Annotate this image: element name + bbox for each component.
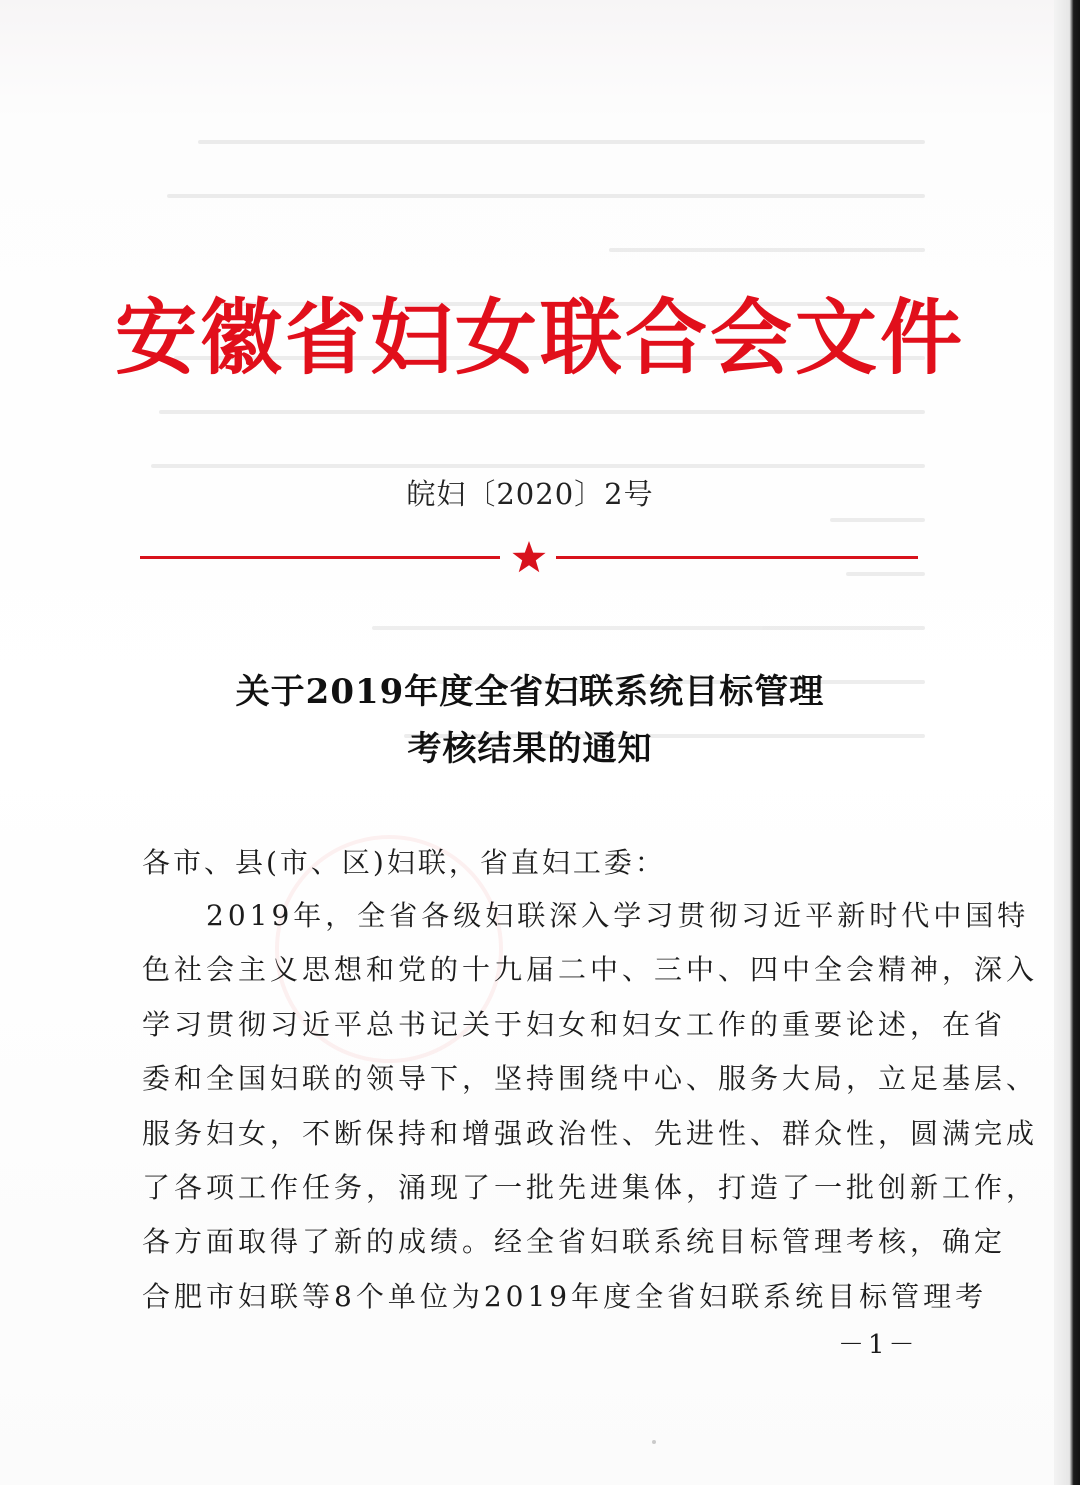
red-separator — [140, 542, 918, 572]
page-number: －1－ — [838, 1330, 919, 1360]
salutation: 各市、县(市、区)妇联，省直妇工委： — [142, 846, 666, 879]
body-line: 了各项工作任务，涌现了一批先进集体，打造了一批创新工作， — [142, 1171, 1039, 1205]
body-line: 服务妇女，不断保持和增强政治性、先进性、群众性，圆满完成 — [142, 1116, 1039, 1150]
notice-title-line-2: 考核结果的通知 — [407, 729, 653, 769]
body-line: 各方面取得了新的成绩。经全省妇联系统目标管理考核，确定 — [142, 1225, 1007, 1259]
red-star-icon — [511, 540, 547, 574]
document-number: 皖妇〔2020〕2号 — [406, 477, 654, 511]
notice-title-line-1: 关于2019年度全省妇联系统目标管理 — [235, 672, 825, 712]
document-header-title: 安徽省妇女联合会文件 — [114, 290, 965, 386]
separator-rule-right — [556, 556, 918, 559]
scan-right-edge — [1054, 0, 1080, 1485]
separator-rule-left — [140, 556, 500, 559]
scan-speck — [652, 1440, 656, 1444]
body-line: 色社会主义思想和党的十九届二中、三中、四中全会精神，深入 — [142, 953, 1039, 987]
body-paragraph — [142, 889, 1039, 1324]
body-line: 合肥市妇联等8个单位为2019年度全省妇联系统目标管理考 — [142, 1279, 988, 1313]
body-line: 委和全国妇联的领导下，坚持围绕中心、服务大局，立足基层、 — [142, 1062, 1039, 1096]
body-line: 学习贯彻习近平总书记关于妇女和妇女工作的重要论述，在省 — [142, 1007, 1007, 1041]
body-line: 2019年，全省各级妇联深入学习贯彻习近平新时代中国特 — [142, 899, 1030, 932]
